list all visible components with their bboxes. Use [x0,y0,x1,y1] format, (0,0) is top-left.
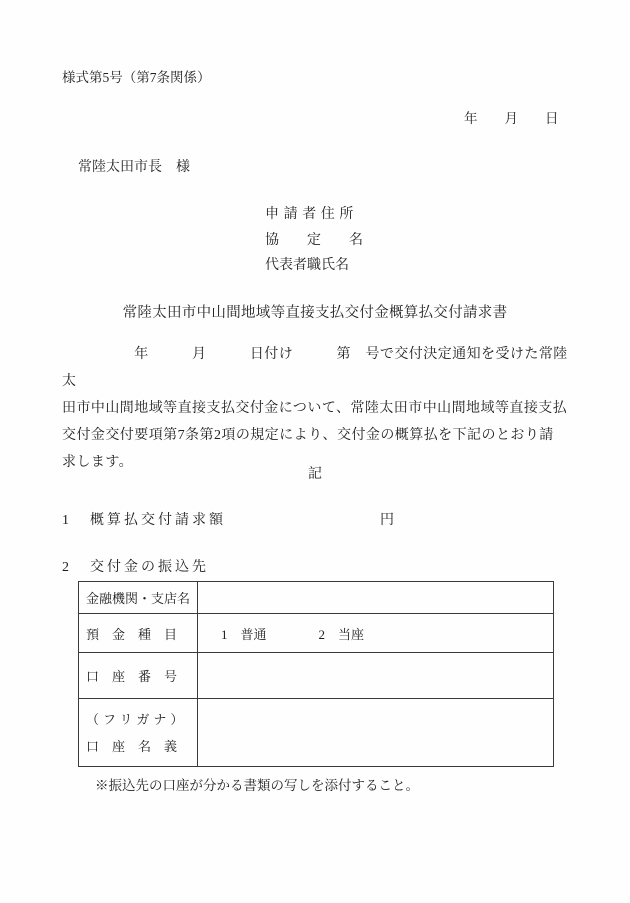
body-line-3: 交付金交付要項第7条第2項の規定により、交付金の概算払を下記のとおり請 [62,428,554,443]
table-row [79,652,553,698]
account-number-value [198,653,553,698]
attachment-note: ※振込先の口座が分かる書類の写しを添付すること。 [95,778,419,793]
addressee: 常陸太田市長 様 [78,160,190,175]
representative-name-label: 代表者職氏名 [265,258,349,273]
body-line-1: 年 月 日付け 第 号で交付決定通知を受けた常陸太 [62,347,568,389]
item-2-label: 交付金の振込先 [90,560,209,575]
account-name-label: 口 座 名 義 [86,738,178,754]
deposit-type-options: 1 普通 2 当座 [221,626,365,642]
item-1-label: 概算払交付請求額 [90,513,226,528]
body-line-4: 求します。 [62,455,134,470]
table-row [79,698,553,766]
table-row [79,613,553,652]
item-2-number: 2 [62,560,69,575]
furigana-label: （フリガナ） [86,711,188,727]
financial-institution-value [198,582,553,613]
applicant-address-label: 申請者住所 [265,207,358,222]
item-1-unit-yen: 円 [380,513,394,528]
account-holder-label [79,699,198,766]
date-line: 年 月 日 [464,111,559,126]
account-holder-value [198,699,553,766]
item-transfer-destination [62,556,209,576]
body-line-2: 田市中山間地域等直接支払交付金について、常陸太田市中山間地域等直接支払 [62,401,568,416]
transfer-destination-table [78,581,554,767]
record-mark: 記 [308,467,322,482]
body-paragraph [62,341,574,476]
applicant-block [265,202,363,279]
item-request-amount [62,509,394,529]
item-1-number: 1 [62,513,69,528]
document-title: 常陸太田市中山間地域等直接支払交付金概算払交付請求書 [122,305,508,321]
financial-institution-label: 金融機関・支店名 [79,582,198,613]
form-number: 様式第5号（第7条関係） [62,70,211,85]
agreement-name-label: 協 定 名 [265,232,363,248]
deposit-type-label: 預 金 種 目 [79,614,198,652]
table-row [79,582,553,613]
account-number-label: 口 座 番 号 [79,653,198,698]
